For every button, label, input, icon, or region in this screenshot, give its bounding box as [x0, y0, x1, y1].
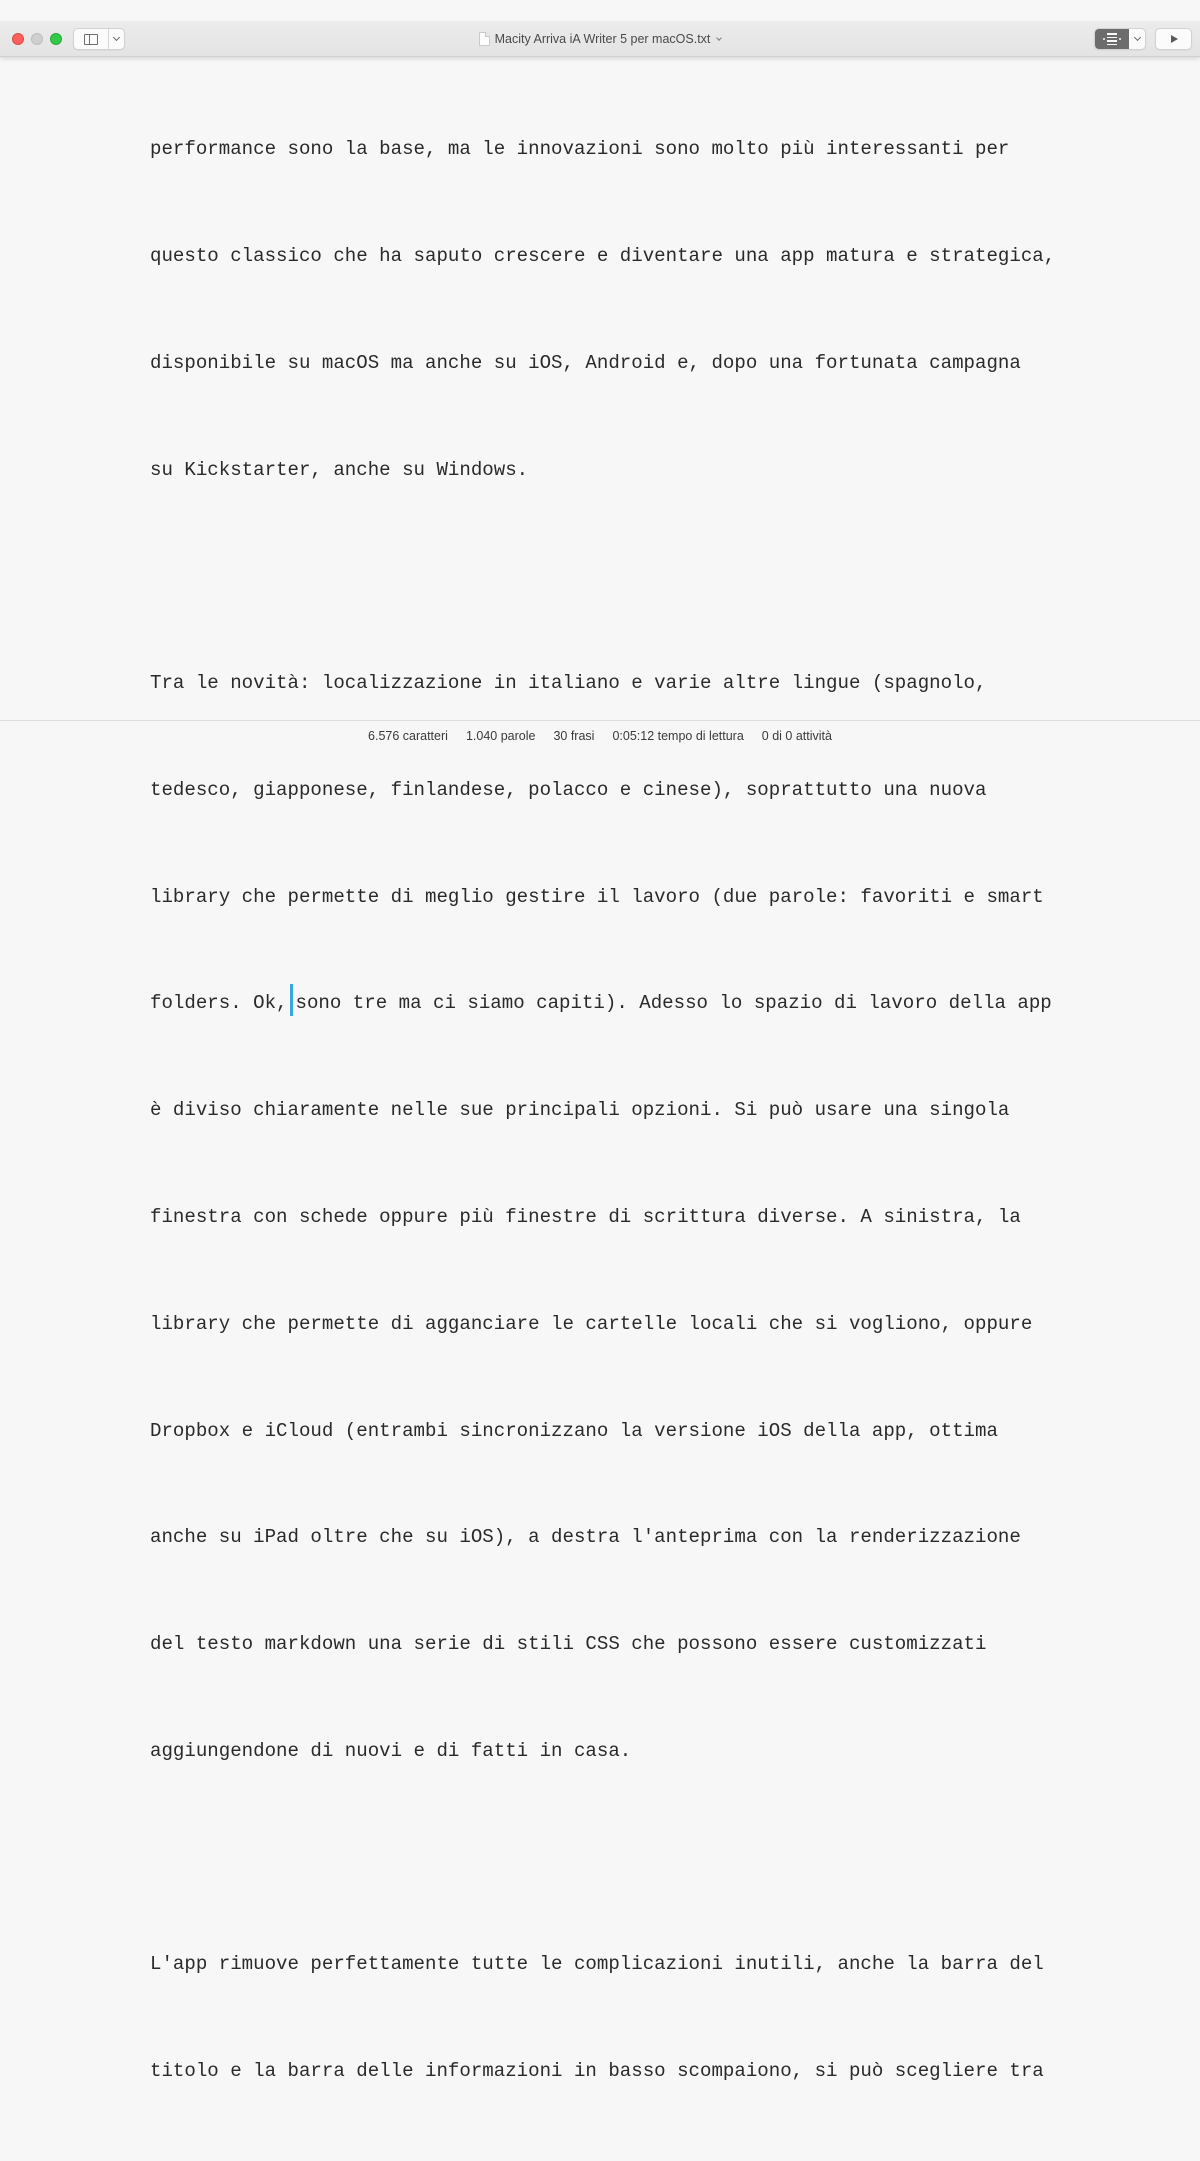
text-line: disponibile su macOS ma anche su iOS, Android e, dopo una fortunata campagna	[150, 351, 1021, 374]
minimize-window-button[interactable]	[31, 33, 43, 45]
text-line: library che permette di meglio gestire il lavoro (due parole: favoriti e smart	[150, 885, 1044, 908]
chevron-down-icon	[1134, 34, 1141, 41]
text-line: titolo e la barra delle informazioni in basso scompaiono, si può scegliere tra	[150, 2060, 1044, 2083]
reading-time[interactable]: 0:05:12 tempo di lettura	[612, 728, 744, 743]
document-title: Macity Arriva iA Writer 5 per macOS.txt	[494, 32, 711, 46]
text-line: Tra le novità: localizzazione in italiano e varie altre lingue (spagnolo,	[150, 672, 987, 695]
window-titlebar	[0, 21, 1200, 57]
chevron-down-icon	[717, 35, 723, 41]
text-line: L'app rimuove perfettamente tutte le complicazioni inutili, anche la barra del	[150, 1953, 1044, 1976]
preview-toggle-group	[1094, 28, 1146, 50]
play-icon	[1171, 35, 1178, 43]
text-line: finestra con schede oppure più finestre di scrittura diverse. A sinistra, la	[150, 1206, 1021, 1228]
sidebar-icon	[84, 34, 98, 45]
sentence-count[interactable]: 30 frasi	[553, 728, 595, 743]
text-line: anche su iPad oltre che su iOS), a destra l'anteprima con la renderizzazione	[150, 1526, 1021, 1549]
text-line: library che permette di agganciare le cartelle locali che si vogliono, oppure	[150, 1312, 1033, 1335]
sidebar-menu-button[interactable]	[109, 29, 124, 49]
sidebar-toggle-group	[73, 28, 125, 50]
blank-line	[150, 1841, 1070, 1877]
maximize-window-button[interactable]	[50, 33, 62, 45]
text-line: performance sono la base, ma le innovazioni sono molto più interessanti per	[150, 138, 1010, 161]
text-caret	[290, 984, 293, 1016]
window-title[interactable]	[479, 32, 722, 46]
text-line: del testo markdown una serie di stili CSS che possono essere customizzati	[150, 1633, 987, 1656]
text-line-with-caret	[150, 986, 1070, 1022]
preview-play-button[interactable]	[1155, 28, 1192, 50]
editor-text[interactable]	[150, 61, 1070, 2161]
sidebar-toggle-button[interactable]	[74, 29, 108, 49]
text-after-caret: sono tre ma ci siamo capiti). Adesso lo spazio di lavoro della app	[295, 992, 1052, 1015]
text-line: è diviso chiaramente nelle sue principali opzioni. Si può usare una singola	[150, 1099, 1010, 1122]
text-line: su Kickstarter, anche su Windows.	[150, 458, 529, 481]
preview-toggle-button[interactable]	[1095, 29, 1129, 49]
preview-menu-button[interactable]	[1129, 29, 1145, 49]
text-line: tedesco, giapponese, finlandese, polacco e cinese), soprattutto una nuova	[150, 778, 987, 801]
text-lines-icon	[1103, 33, 1121, 45]
status-bar	[0, 720, 1200, 750]
document-icon	[479, 32, 490, 46]
task-count[interactable]: 0 di 0 attività	[761, 728, 832, 743]
chevron-down-icon	[113, 34, 120, 41]
text-line: questo classico che ha saputo crescere e diventare una app matura e strategica,	[150, 244, 1056, 267]
blank-line	[150, 559, 1070, 595]
text-line: aggiungendone di nuovi e di fatti in casa.	[150, 1739, 632, 1762]
close-window-button[interactable]	[12, 33, 24, 45]
character-count[interactable]: 6.576 caratteri	[368, 728, 448, 743]
word-count[interactable]: 1.040 parole	[465, 728, 536, 743]
desktop-strip	[0, 0, 1200, 21]
text-line: Dropbox e iCloud (entrambi sincronizzano la versione iOS della app, ottima	[150, 1419, 998, 1442]
text-before-caret: folders. Ok,	[150, 992, 288, 1015]
